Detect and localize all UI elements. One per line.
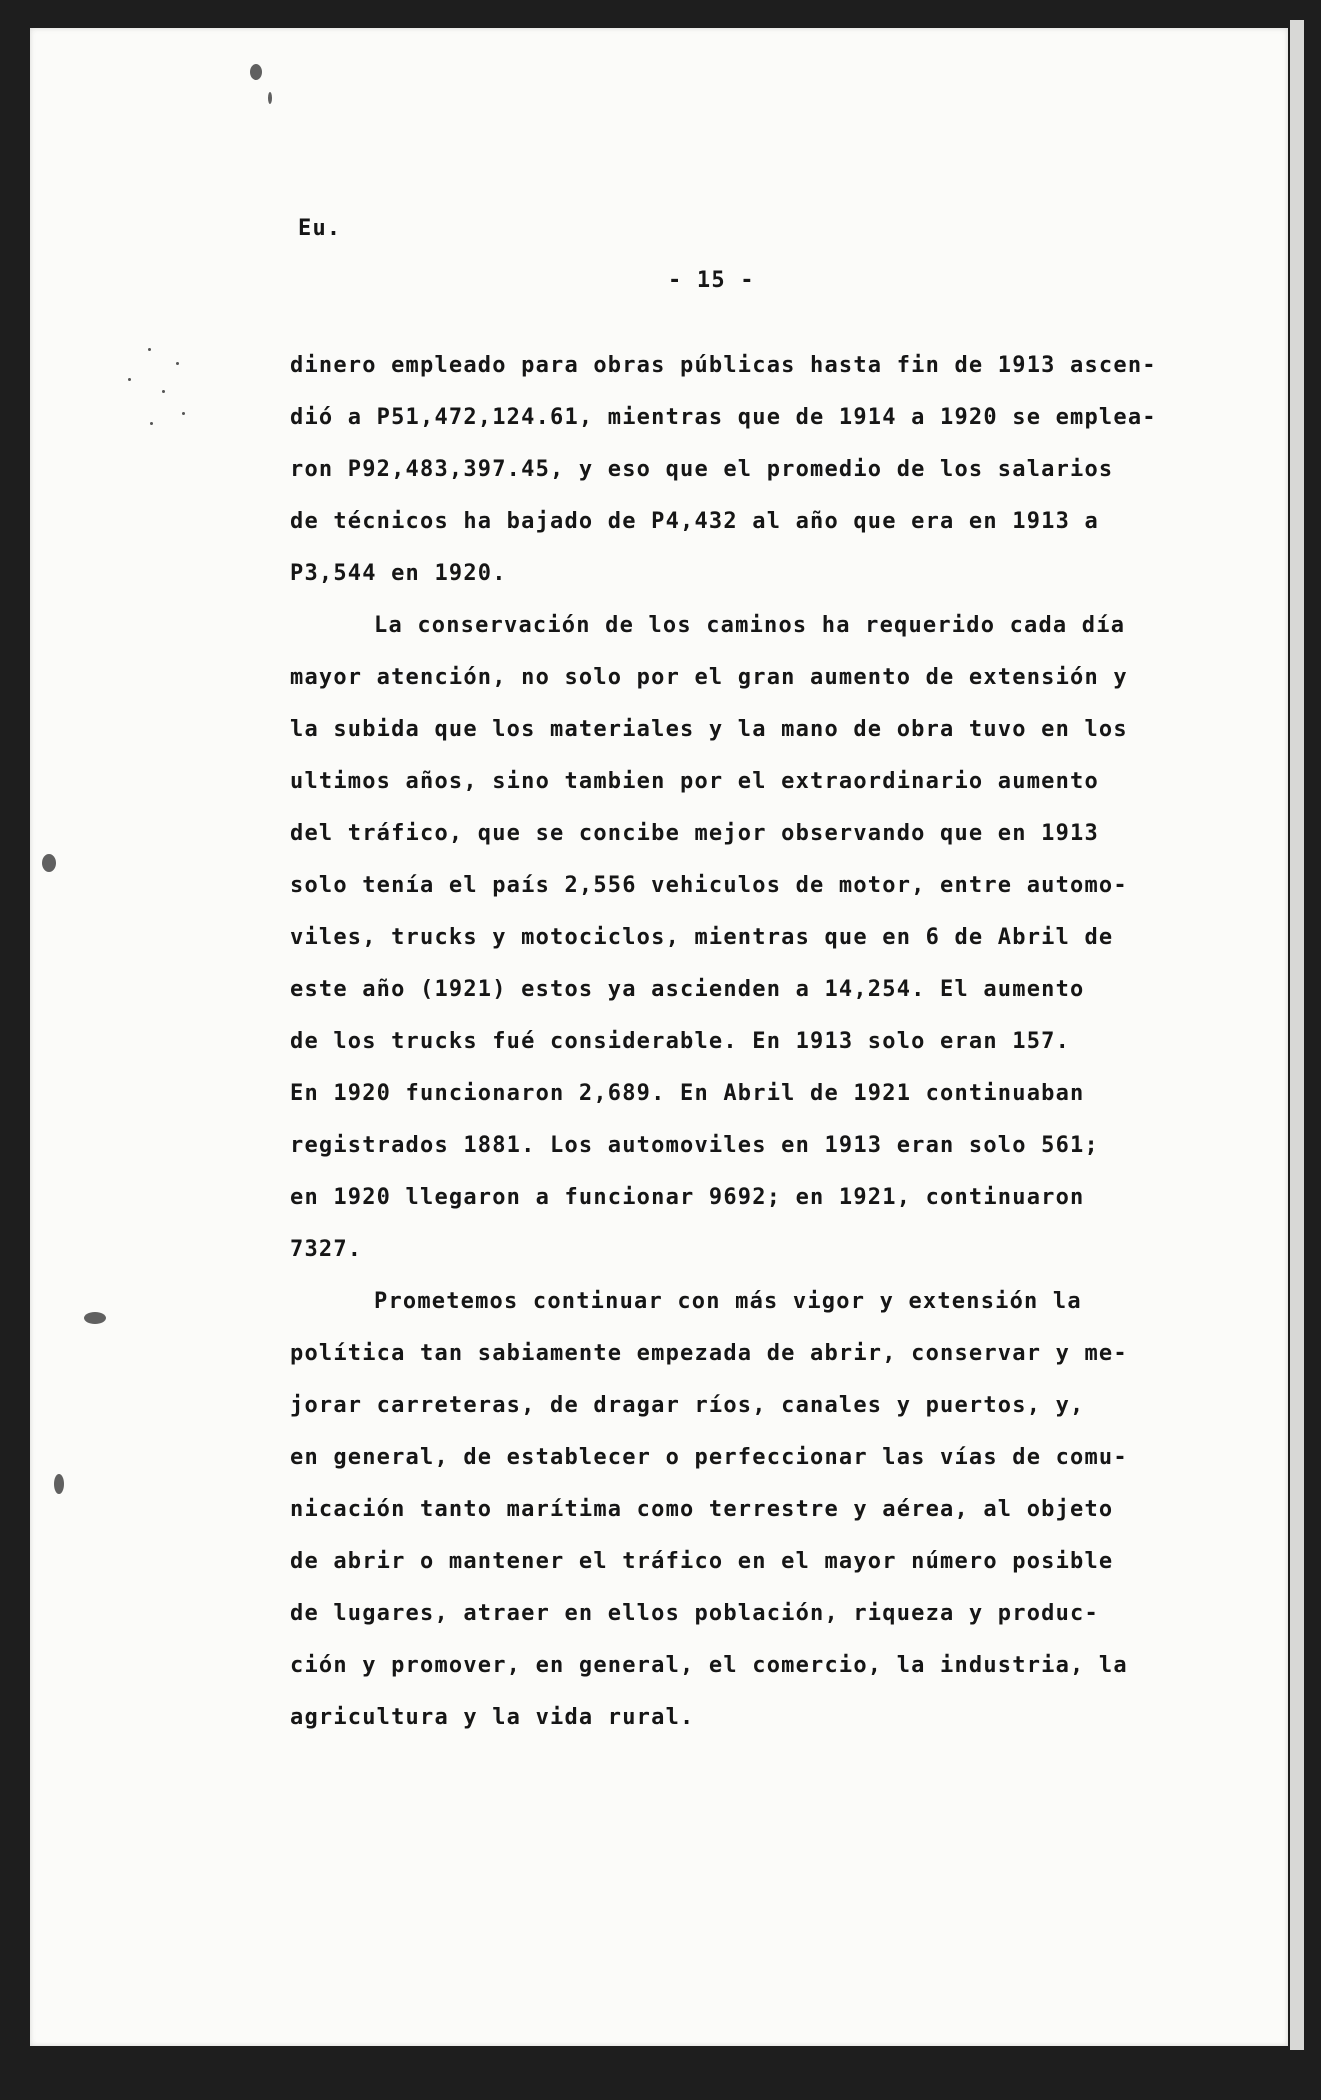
text-line: ción y promover, en general, el comercio, la industria, la <box>290 1653 1128 1678</box>
paragraph-2 <box>290 600 1220 1276</box>
text-line: solo tenía el país 2,556 vehiculos de motor, entre automo- <box>290 873 1128 898</box>
page-number: - 15 - <box>668 268 755 293</box>
text-line: nicación tanto marítima como terrestre y aérea, al objeto <box>290 1497 1114 1522</box>
text-line: viles, trucks y motociclos, mientras que en 6 de Abril de <box>290 925 1114 950</box>
paragraph-1 <box>290 340 1220 600</box>
text-line: de lugares, atraer en ellos población, riqueza y produc- <box>290 1601 1099 1626</box>
text-line: de abrir o mantener el tráfico en el mayor número posible <box>290 1549 1114 1574</box>
text-line: en general, de establecer o perfeccionar las vías de comu- <box>290 1445 1128 1470</box>
speck-mark <box>182 412 185 415</box>
text-line: ron P92,483,397.45, y eso que el promedio de los salarios <box>290 457 1114 482</box>
text-line: de técnicos ha bajado de P4,432 al año que era en 1913 a <box>290 509 1099 534</box>
text-line: P3,544 en 1920. <box>290 561 507 586</box>
text-line: En 1920 funcionaron 2,689. En Abril de 1921 continuaban <box>290 1081 1085 1106</box>
speck-mark <box>128 378 131 381</box>
text-line: del tráfico, que se concibe mejor observando que en 1913 <box>290 821 1099 846</box>
text-line: Prometemos continuar con más vigor y extensión la <box>374 1289 1082 1314</box>
speck-mark <box>176 362 179 365</box>
ink-smudge-mark <box>268 92 272 104</box>
speck-mark <box>150 422 153 425</box>
text-line: dió a P51,472,124.61, mientras que de 1914 a 1920 se emplea- <box>290 405 1157 430</box>
text-line: política tan sabiamente empezada de abrir, conservar y me- <box>290 1341 1128 1366</box>
speck-mark <box>148 348 151 351</box>
text-line: dinero empleado para obras públicas hasta fin de 1913 ascen- <box>290 353 1157 378</box>
text-line: la subida que los materiales y la mano de obra tuvo en los <box>290 717 1128 742</box>
speck-mark <box>162 390 165 393</box>
ink-smudge-mark <box>54 1474 64 1494</box>
text-line: ultimos años, sino tambien por el extraordinario aumento <box>290 769 1099 794</box>
text-line: mayor atención, no solo por el gran aumento de extensión y <box>290 665 1128 690</box>
ink-smudge-mark <box>250 64 262 80</box>
text-line: de los trucks fué considerable. En 1913 solo eran 157. <box>290 1029 1071 1054</box>
text-line: este año (1921) estos ya ascienden a 14,254. El aumento <box>290 977 1085 1002</box>
text-line: en 1920 llegaron a funcionar 9692; en 1921, continuaron <box>290 1185 1085 1210</box>
page-edge <box>1290 20 1304 2050</box>
text-line: agricultura y la vida rural. <box>290 1705 695 1730</box>
text-line: La conservación de los caminos ha requerido cada día <box>374 613 1126 638</box>
text-line: registrados 1881. Los automoviles en 1913 eran solo 561; <box>290 1133 1099 1158</box>
text-line: 7327. <box>290 1237 363 1262</box>
paragraph-3 <box>290 1276 1220 1744</box>
ink-smudge-mark <box>84 1312 106 1324</box>
typist-initials: Eu. <box>298 216 342 241</box>
body-text <box>290 340 1220 1744</box>
ink-smudge-mark <box>42 854 56 872</box>
text-line: jorar carreteras, de dragar ríos, canales y puertos, y, <box>290 1393 1085 1418</box>
